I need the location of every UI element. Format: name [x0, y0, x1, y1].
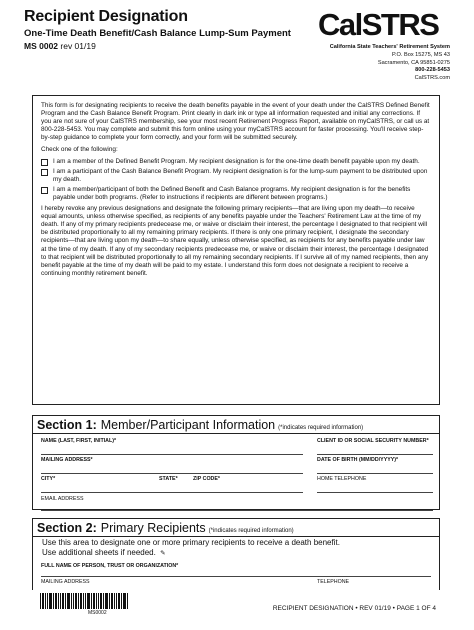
zip-label: ZIP CODE* — [193, 476, 220, 482]
client-id-input-line[interactable] — [317, 454, 433, 455]
org-name: California State Teachers' Retirement System — [329, 44, 450, 50]
email-label: EMAIL ADDRESS — [41, 496, 84, 502]
option-label: I am a member/participant of both the Defined Benefit and Cash Balance programs. My recipient designation is for the benefits payable under both programs. (Refer to instructions if recipients are different between programs.) — [53, 185, 411, 201]
name-input-line[interactable] — [41, 454, 303, 455]
page-footer: RECIPIENT DESIGNATION • REV 01/19 • PAGE 1 OF 4 — [272, 605, 436, 612]
email-input-line[interactable] — [41, 510, 433, 511]
city-label: CITY* — [41, 476, 56, 482]
option-defined-benefit — [41, 158, 431, 166]
section-1-fields — [33, 434, 439, 512]
option-label: I am a member of the Defined Benefit Program. My recipient designation is for the one-time death benefit payable upon my death. — [53, 157, 420, 165]
form-number-line — [24, 41, 96, 51]
option-label: I am a participant of the Cash Balance Benefit Program. My recipient designation is for the lump-sum payment to be distributed upon my death. — [53, 167, 428, 183]
barcode — [40, 593, 130, 615]
page-title: Recipient Designation — [24, 8, 188, 25]
org-address — [378, 52, 450, 82]
section-2-fields — [32, 560, 440, 590]
section-1-note: (*indicates required information) — [278, 425, 364, 431]
address-line-2: Sacramento, CA 95851-0275 — [377, 59, 450, 66]
org-phone: 800-228-5453 — [415, 67, 450, 73]
section-2-label: Section 2: — [37, 521, 97, 535]
section-2-intro-line-1: Use this area to designate one or more primary recipients to receive a death benefit. — [42, 538, 340, 547]
section-2-intro-line-2-text: Use additional sheets if needed. — [42, 547, 156, 557]
option-both-programs — [41, 186, 431, 202]
city-state-zip-line[interactable] — [41, 492, 303, 493]
mailing-address-input-line[interactable] — [41, 473, 303, 474]
state-label: STATE* — [159, 476, 178, 482]
barcode-label: MS0002 — [88, 610, 107, 616]
mailing-address-label: MAILING ADDRESS* — [41, 457, 93, 463]
section-2-note: (*indicates required information) — [208, 528, 294, 534]
client-id-field-label: CLIENT ID OR SOCIAL SECURITY NUMBER* — [317, 438, 429, 444]
revocation-paragraph: I hereby revoke any previous designations and designate the following primary recipients—that are living upon my death—to receive equal amounts, unless otherwise specified, as recipients of any benefits payable under the Teachers' Retirement Law at the time of my death. If any of my primary recipients predecease me, or waive or disclaim their interest, the percentage I designated to that recipient will be distributed proportionally to all my remaining primary recipients. If there is only one primary recipient, I designate the secondary recipients—that are living upon my death—to share equally, unless otherwise specified, as recipients for any benefits payable under law at the time of my death. If any of my secondary recipients predecease me, or waive or disclaim their interest, the percentage I designated to that recipient will be distributed proportionally to all my remaining secondary recipients. If I survive all of my named recipients, then any benefit payable at the time of my death will be paid to my estate. I understand this form does not designate a recipient to receive a continuing monthly retirement benefit. — [41, 205, 429, 277]
checkbox-cash-balance[interactable] — [41, 169, 48, 176]
instructions-box — [32, 95, 440, 405]
dob-label: DATE OF BIRTH (MM/DD/YYYY)* — [317, 457, 399, 463]
home-phone-input-line[interactable] — [317, 492, 433, 493]
section-2-intro-line-2 — [42, 548, 340, 559]
page-subtitle: One-Time Death Benefit/Cash Balance Lump-Sum Payment — [24, 28, 291, 39]
check-prompt: Check one of the following: — [41, 146, 118, 154]
intro-paragraph: This form is for designating recipients to receive the death benefits payable in the event of your death under the CalSTRS Defined Benefit Program and the Cash Balance Benefit Program. Print clearly in dark ink or type all information requested and initial any corrections. If you are not sure of your CalSTRS membership, see your most recent Retirement Progress Report, available on myCalSTRS, or call us at 800-228-5453. You may complete and submit this form online using your myCalSTRS account for faster processing. You'll receive step-by-step guidance to complete your form correctly, and your form will be submitted securely. — [41, 102, 430, 142]
section-1-label: Section 1: — [37, 418, 97, 432]
name-field-label: NAME (LAST, FIRST, INITIAL)* — [41, 438, 117, 444]
logo-text: CalSTRS — [318, 7, 439, 42]
recipient-full-name-label: FULL NAME OF PERSON, TRUST OR ORGANIZATION* — [41, 563, 179, 569]
recipient-telephone-label: TELEPHONE — [317, 579, 350, 585]
pen-icon: ✎ — [160, 549, 166, 557]
dob-input-line[interactable] — [317, 473, 433, 474]
calstrs-logo — [318, 8, 450, 42]
section-1-header — [33, 416, 439, 434]
recipient-name-input-line[interactable] — [41, 576, 431, 577]
address-line-1: P.O. Box 15275, MS 43 — [391, 52, 450, 58]
checkbox-defined-benefit[interactable] — [41, 159, 48, 166]
home-phone-label: HOME TELEPHONE — [317, 476, 367, 482]
section-1-title: Member/Participant Information — [100, 418, 276, 432]
org-website: CalSTRS.com — [414, 74, 450, 81]
section-1 — [32, 415, 440, 510]
form-revision: rev 01/19 — [58, 41, 96, 51]
section-2-title: Primary Recipients — [100, 521, 206, 535]
section-2-header — [33, 519, 439, 537]
form-number: MS 0002 — [24, 41, 59, 51]
option-cash-balance — [41, 168, 431, 184]
checkbox-both-programs[interactable] — [41, 187, 48, 194]
recipient-mailing-address-label: MAILING ADDRESS — [41, 579, 90, 585]
section-2-intro — [42, 538, 340, 558]
